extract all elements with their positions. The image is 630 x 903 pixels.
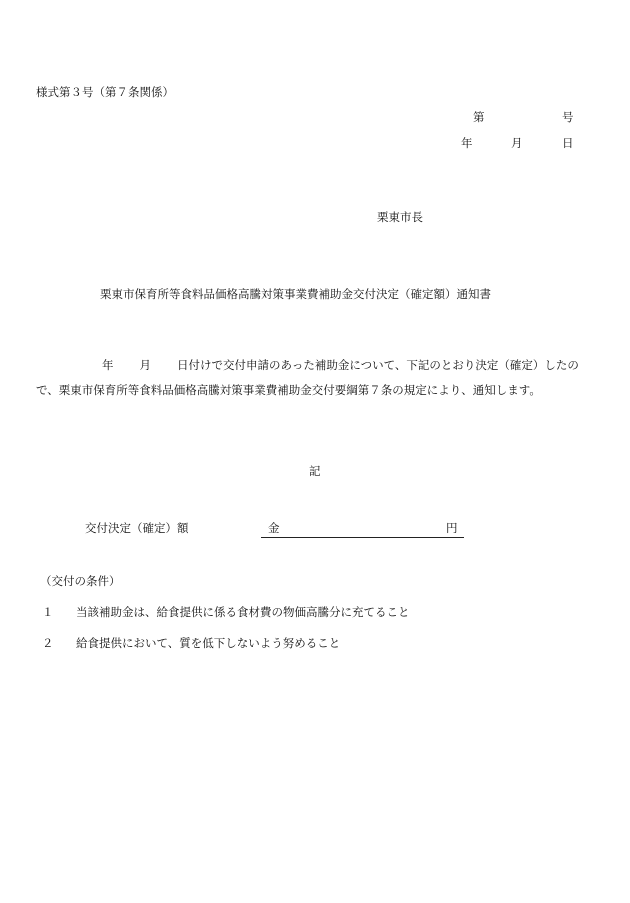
date-month-label: 月 [511,136,523,150]
date-year-label: 年 [461,136,473,150]
body-paragraph [36,353,596,403]
addressee: 栗東市長 [377,210,423,224]
amount-underline [261,517,464,538]
date-day-label: 日 [562,136,574,150]
body-year-label: 年 [102,358,114,372]
condition-text: 給食提供において、質を低下しないよう努めること [76,636,341,650]
amount-label: 交付決定（確定）額 [85,521,189,535]
body-text: 日付けで交付申請のあった補助金について、下記のとおり決定（確定）したので、栗東市保育所等食料品価格高騰対策事業費補助金交付要綱第７条の規定により、通知します。 [36,358,579,397]
condition-number: ２ [42,636,54,650]
amount-suffix: 円 [446,521,458,535]
form-number: 様式第３号（第７条関係） [36,85,174,99]
document-number-suffix: 号 [562,110,574,124]
body-month-label: 月 [139,358,151,372]
conditions-heading: （交付の条件） [40,574,121,588]
document-title: 栗東市保育所等食料品価格高騰対策事業費補助金交付決定（確定額）通知書 [100,287,491,301]
condition-text: 当該補助金は、給食提供に係る食材費の物価高騰分に充てること [76,605,410,619]
condition-number: １ [42,605,54,619]
amount-prefix: 金 [268,521,280,535]
document-number-prefix: 第 [473,110,485,124]
ki-heading: 記 [309,464,321,478]
